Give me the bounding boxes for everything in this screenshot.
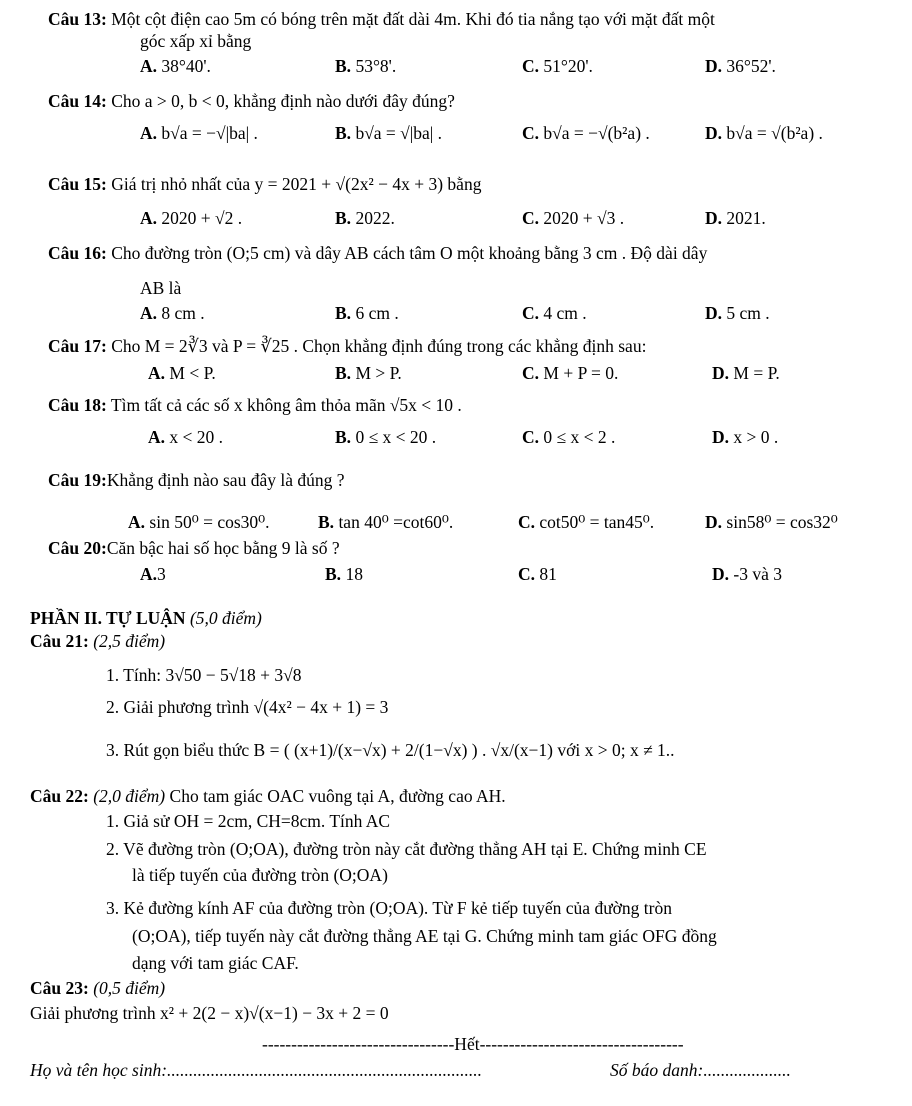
q23-points: (0,5 điểm)	[93, 978, 166, 998]
footer-student-name	[30, 1059, 482, 1081]
q23-label: Câu 23:	[30, 978, 89, 998]
q17-option-b: B. M > P.	[335, 363, 402, 383]
q18-text: Tìm tất cả các số x không âm thỏa mãn √5x < 10 .	[110, 395, 462, 415]
q23-text: Giải phương trình x² + 2(2 − x)√(x−1) − 3x + 2 = 0	[30, 1003, 389, 1023]
q16-label: Câu 16:	[48, 243, 107, 263]
q22-text: Cho tam giác OAC vuông tại A, đường cao AH.	[169, 786, 506, 806]
q17-option-d: D. M = P.	[712, 363, 780, 383]
q18-option-c: C. 0 ≤ x < 2 .	[522, 427, 616, 447]
q19-line	[48, 469, 344, 491]
q20-text: Căn bậc hai số học bằng 9 là số ?	[106, 538, 340, 558]
q21-sub2: 2. Giải phương trình √(4x² − 4x + 1) = 3	[106, 697, 389, 717]
q22-sub3c: dạng với tam giác CAF.	[132, 953, 299, 973]
q18-option-a: A. x < 20 .	[148, 427, 224, 447]
q14-option-c: C. b√a = −√(b²a) .	[522, 123, 650, 143]
q13-text1: Một cột điện cao 5m có bóng trên mặt đất dài 4m. Khi đó tia nắng tạo với mặt đất một	[111, 9, 715, 29]
q13-option-c: C. 51°20'.	[522, 56, 593, 76]
q21-points: (2,5 điểm)	[93, 631, 166, 651]
q14-text: Cho a > 0, b < 0, khẳng định nào dưới đây đúng?	[111, 91, 455, 111]
q15-text: Giá trị nhỏ nhất của y = 2021 + √(2x² − 4x + 3) bằng	[111, 174, 482, 194]
q14-label: Câu 14:	[48, 91, 107, 111]
q13-label: Câu 13:	[48, 9, 107, 29]
part2-heading	[30, 607, 262, 629]
q14-option-b: B. b√a = √|ba| .	[335, 123, 443, 143]
q19-label: Câu 19:	[48, 470, 107, 490]
q16-option-a: A. 8 cm .	[140, 303, 205, 323]
q17-option-c: C. M + P = 0.	[522, 363, 619, 383]
q16-option-c: C. 4 cm .	[522, 303, 587, 323]
q22-sub3a: 3. Kẻ đường kính AF của đường tròn (O;OA). Từ F kẻ tiếp tuyến của đường tròn	[106, 898, 672, 918]
q17-line	[48, 335, 646, 357]
q18-label: Câu 18:	[48, 395, 107, 415]
q13-line1	[48, 8, 715, 30]
q20-option-b: B. 18	[325, 564, 363, 584]
footer-student-id	[610, 1059, 791, 1081]
q20-option-a: A.3	[140, 564, 166, 584]
q14-line	[48, 90, 455, 112]
q19-text: Khẳng định nào sau đây là đúng ?	[106, 470, 345, 490]
q19-option-d: D. sin58⁰ = cos32⁰	[705, 512, 838, 532]
q18-option-d: D. x > 0 .	[712, 427, 779, 447]
q15-option-c: C. 2020 + √3 .	[522, 208, 625, 228]
part2-points: (5,0 điểm)	[189, 608, 262, 628]
q13-option-a: A. 38°40'.	[140, 56, 211, 76]
q21-sub1: 1. Tính: 3√50 − 5√18 + 3√8	[106, 665, 302, 685]
q20-line	[48, 537, 340, 559]
q16-option-d: D. 5 cm .	[705, 303, 770, 323]
q15-label: Câu 15:	[48, 174, 107, 194]
q20-option-c: C. 81	[518, 564, 557, 584]
q16-line1	[48, 242, 707, 264]
q17-text: Cho M = 2∛3 và P = ∛25 . Chọn khẳng định đúng trong các khẳng định sau:	[111, 336, 647, 356]
q19-option-a: A. sin 50⁰ = cos30⁰.	[128, 512, 270, 532]
q13-option-d: D. 36°52'.	[705, 56, 776, 76]
q15-option-b: B. 2022.	[335, 208, 395, 228]
q16-text1: Cho đường tròn (O;5 cm) và dây AB cách tâm O một khoảng bằng 3 cm . Độ dài dây	[111, 243, 708, 263]
q19-option-c: C. cot50⁰ = tan45⁰.	[518, 512, 655, 532]
q16-option-b: B. 6 cm .	[335, 303, 399, 323]
q15-line	[48, 173, 481, 195]
q23-heading	[30, 977, 165, 999]
q20-label: Câu 20:	[48, 538, 107, 558]
q17-option-a: A. M < P.	[148, 363, 216, 383]
q13-line2: góc xấp xỉ bằng	[140, 31, 252, 51]
q22-points: (2,0 điểm)	[93, 786, 166, 806]
q22-heading	[30, 785, 506, 807]
q14-option-a: A. b√a = −√|ba| .	[140, 123, 258, 143]
q16-line2: AB là	[140, 278, 182, 298]
q18-option-b: B. 0 ≤ x < 20 .	[335, 427, 437, 447]
q21-label: Câu 21:	[30, 631, 89, 651]
q22-sub1: 1. Giả sử OH = 2cm, CH=8cm. Tính AC	[106, 811, 391, 831]
q15-option-a: A. 2020 + √2 .	[140, 208, 243, 228]
q15-option-d: D. 2021.	[705, 208, 766, 228]
q19-option-b: B. tan 40⁰ =cot60⁰.	[318, 512, 454, 532]
q13-option-b: B. 53°8'.	[335, 56, 397, 76]
q22-sub3b: (O;OA), tiếp tuyến này cắt đường thẳng AE tại G. Chứng minh tam giác OFG đồng	[132, 926, 717, 946]
q21-sub3: 3. Rút gọn biểu thức B = ( (x+1)/(x−√x) + 2/(1−√x) ) . √x/(x−1) với x > 0; x ≠ 1..	[106, 740, 675, 760]
student-name-field: Họ và tên học sinh:........................................................................	[30, 1060, 483, 1080]
q17-label: Câu 17:	[48, 336, 107, 356]
q18-line	[48, 394, 462, 416]
student-id-field: Số báo danh:....................	[610, 1060, 791, 1080]
part2-title: PHẦN II. TỰ LUẬN	[30, 608, 186, 628]
q22-sub2a: 2. Vẽ đường tròn (O;OA), đường tròn này cắt đường thẳng AH tại E. Chứng minh CE	[106, 839, 707, 859]
q14-option-d: D. b√a = √(b²a) .	[705, 123, 823, 143]
q22-sub2b: là tiếp tuyến của đường tròn (O;OA)	[132, 865, 388, 885]
q22-label: Câu 22:	[30, 786, 89, 806]
end-line: ---------------------------------Hết-----------------------------------	[262, 1034, 684, 1054]
q21-heading	[30, 630, 165, 652]
q20-option-d: D. -3 và 3	[712, 564, 782, 584]
